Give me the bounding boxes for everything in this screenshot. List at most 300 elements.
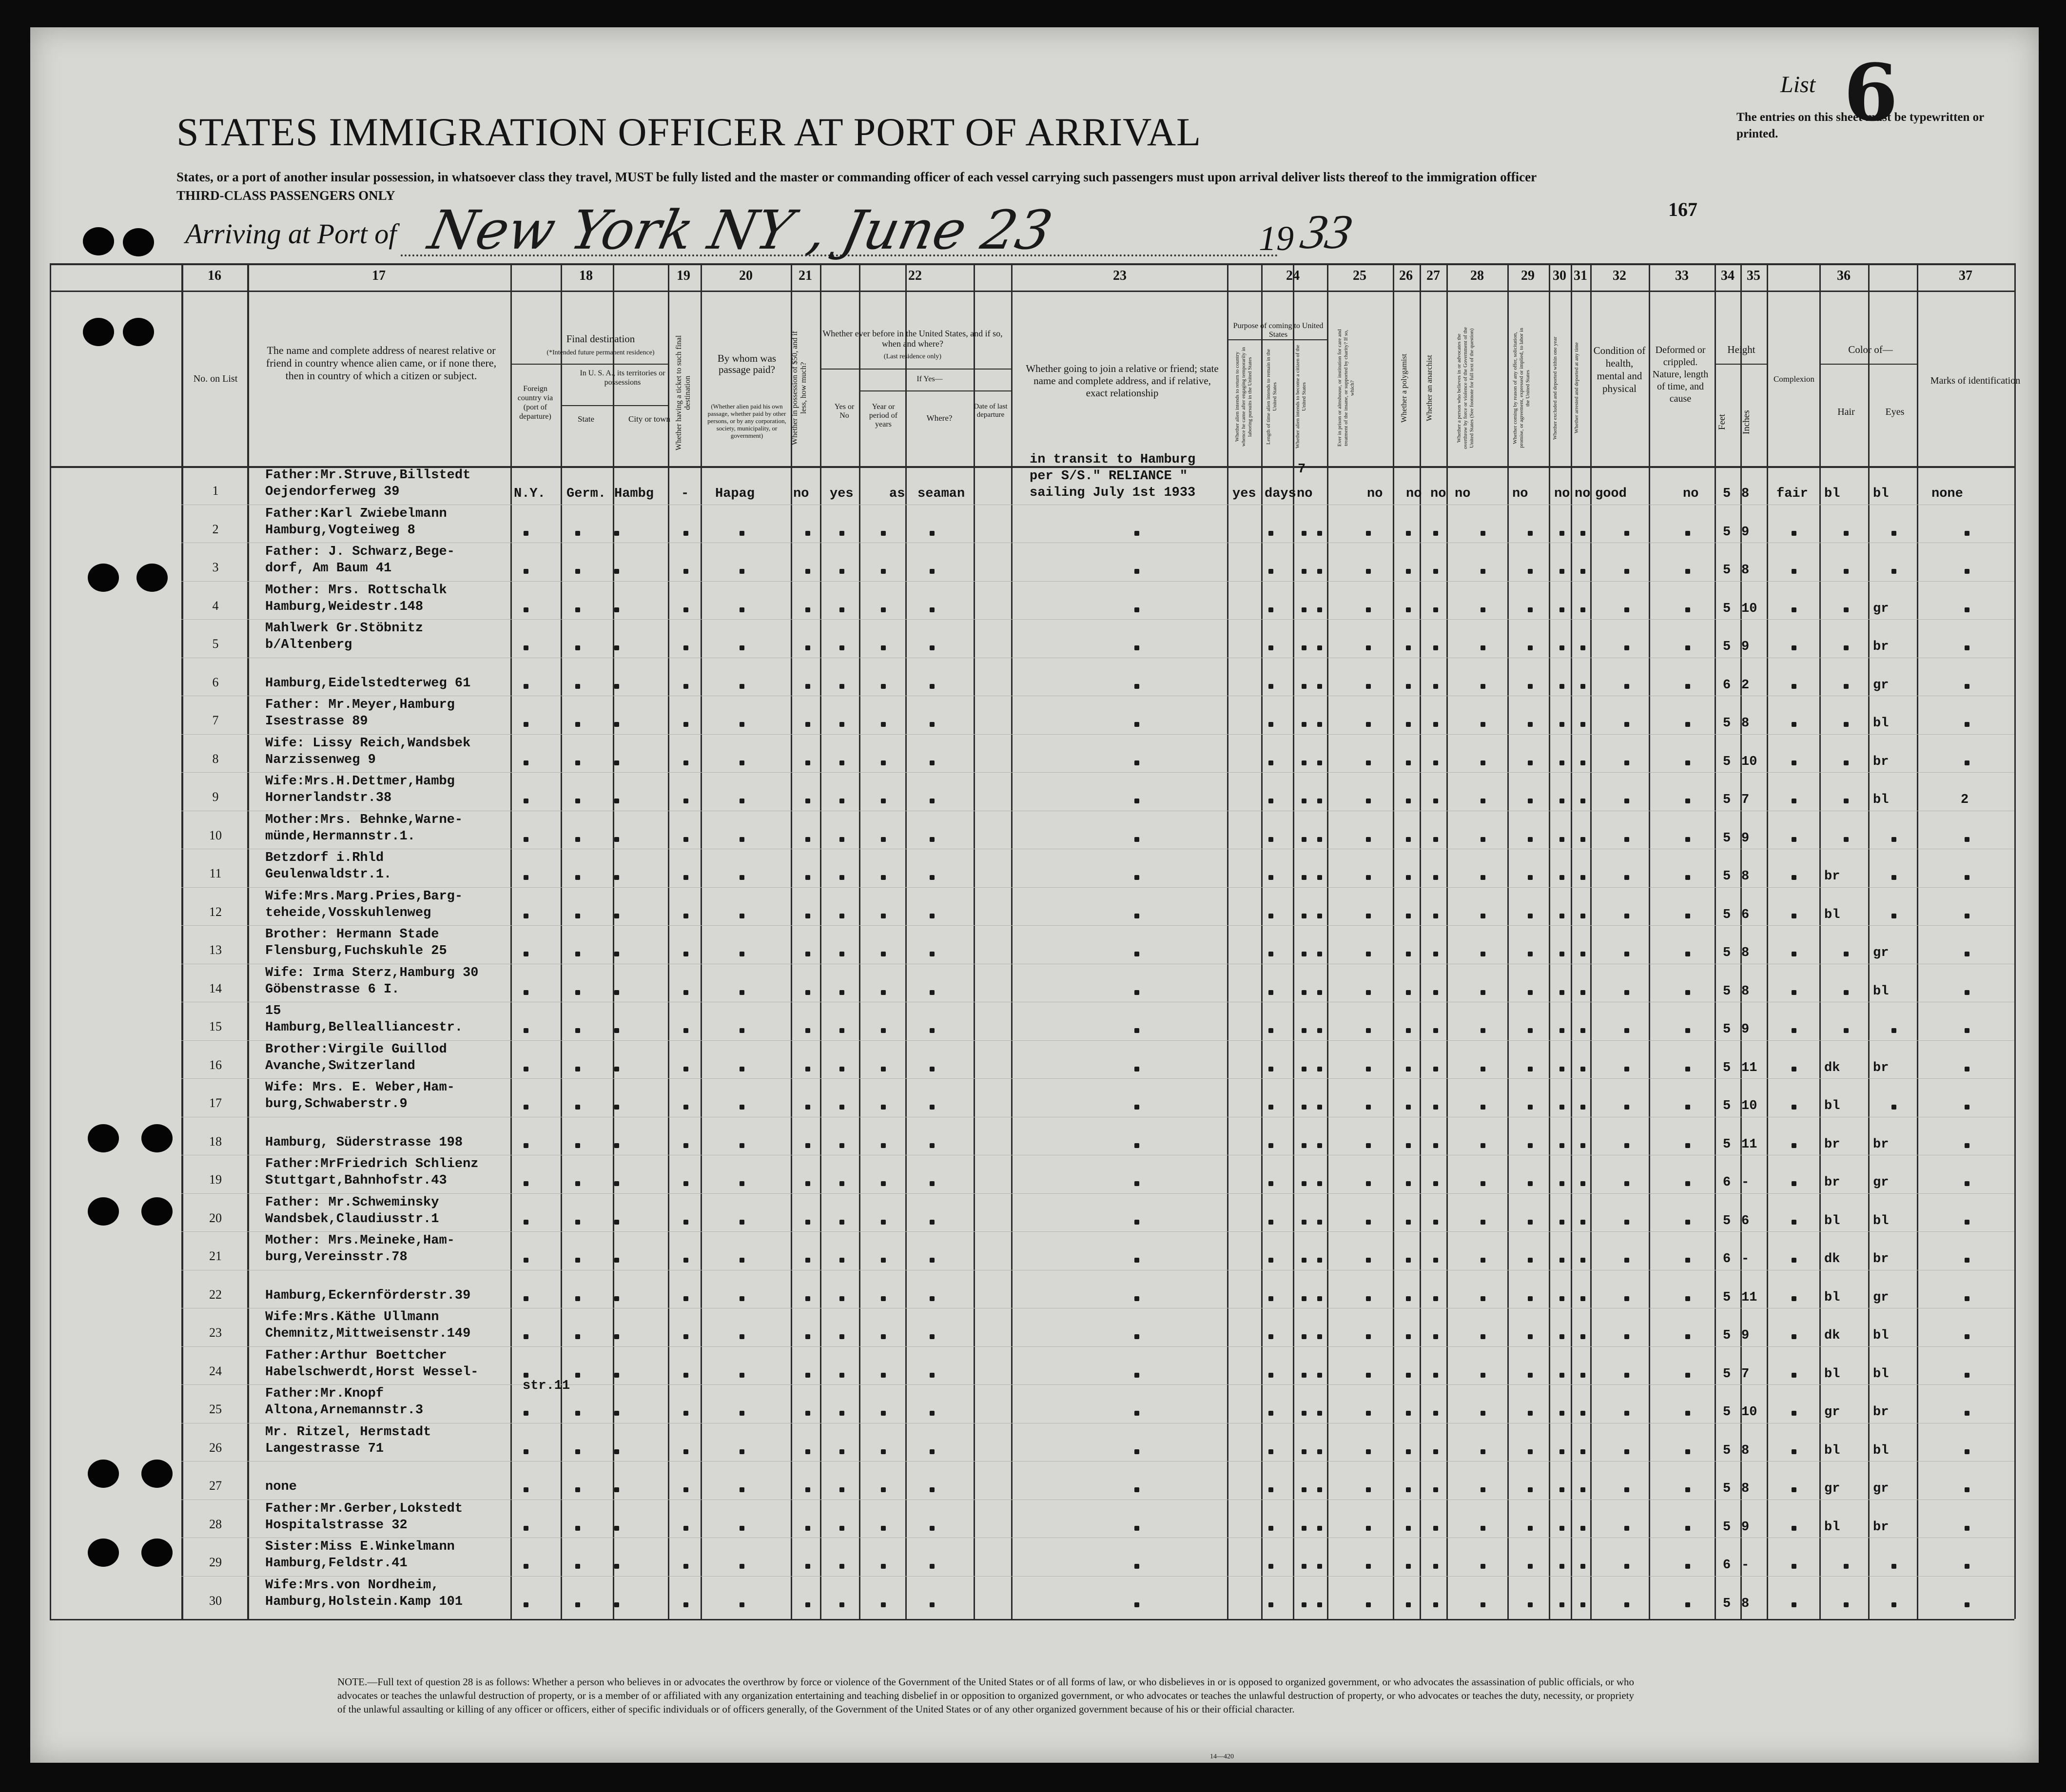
ditto-mark xyxy=(1559,722,1564,727)
grid-line xyxy=(613,263,614,1619)
ditto-mark xyxy=(1792,1067,1796,1071)
grid-line xyxy=(820,263,821,1619)
ditto-mark xyxy=(1624,837,1629,842)
ditto-mark xyxy=(839,1373,844,1378)
grid-line xyxy=(561,405,668,406)
relative-line-1: Wife:Mrs.Marg.Pries,Barg- xyxy=(265,889,463,904)
ditto-mark xyxy=(1302,875,1306,880)
ditto-mark xyxy=(1406,722,1411,727)
ditto-mark xyxy=(1481,1449,1485,1454)
cell-inches: 8 xyxy=(1741,869,1750,884)
row-number: 20 xyxy=(209,1210,222,1225)
cell-inches: 10 xyxy=(1741,754,1757,769)
ditto-mark xyxy=(1624,760,1629,765)
ditto-mark xyxy=(614,1143,619,1148)
ditto-mark xyxy=(881,607,886,612)
ditto-mark xyxy=(1624,607,1629,612)
ditto-mark xyxy=(1559,1028,1564,1033)
ditto-mark xyxy=(1792,1296,1796,1301)
ditto-mark xyxy=(881,1296,886,1301)
ditto-mark xyxy=(930,1373,935,1378)
ditto-mark xyxy=(1134,952,1139,956)
ditto-mark xyxy=(1792,1105,1796,1110)
ditto-mark xyxy=(1580,952,1585,956)
ditto-mark xyxy=(524,1105,528,1110)
ditto-mark xyxy=(1481,531,1485,536)
ditto-mark xyxy=(1685,607,1690,612)
cell-feet: 5 xyxy=(1723,716,1731,731)
ditto-mark xyxy=(614,799,619,803)
ditto-mark xyxy=(1317,1220,1322,1225)
punch-hole xyxy=(88,1124,119,1152)
relative-line-2: Avanche,Switzerland xyxy=(265,1058,415,1073)
ditto-mark xyxy=(1317,1296,1322,1301)
ditto-mark xyxy=(740,1602,744,1607)
row-number: 7 xyxy=(212,713,219,727)
cell-inches: 6 xyxy=(1741,1213,1750,1228)
ditto-mark xyxy=(1366,1602,1371,1607)
relative-line-2: Flensburg,Fuchskuhle 25 xyxy=(265,944,447,958)
column-number: 24 xyxy=(1286,268,1300,283)
row-number: 5 xyxy=(212,637,219,651)
ditto-mark xyxy=(1433,875,1438,880)
ditto-mark xyxy=(740,952,744,956)
ditto-mark xyxy=(805,1296,810,1301)
ditto-mark xyxy=(1792,569,1796,574)
ditto-mark xyxy=(805,1526,810,1531)
cell-polyg: no xyxy=(1406,487,1422,501)
relative-line-2: Hamburg,Feldstr.41 xyxy=(265,1556,408,1571)
ditto-mark xyxy=(1792,1220,1796,1225)
ditto-mark xyxy=(839,875,844,880)
row-separator xyxy=(181,772,2014,773)
ditto-mark xyxy=(1965,1296,1969,1301)
cell-inches: 8 xyxy=(1741,984,1750,999)
row-separator xyxy=(181,887,2014,888)
ditto-mark xyxy=(1433,760,1438,765)
relative-line-1: Father: J. Schwarz,Bege- xyxy=(265,545,455,559)
ditto-mark xyxy=(1302,760,1306,765)
ditto-mark xyxy=(1965,1028,1969,1033)
ditto-mark xyxy=(740,645,744,650)
ditto-mark xyxy=(1580,1258,1585,1263)
ditto-mark xyxy=(1366,1334,1371,1339)
relative-line-1: Father:Karl Zwiebelmann xyxy=(265,506,447,521)
ditto-mark xyxy=(1268,1067,1273,1071)
form-number: 14—420 xyxy=(1210,1753,1234,1760)
cell-feet: 5 xyxy=(1723,1060,1731,1075)
ditto-mark xyxy=(1792,1334,1796,1339)
cell-feet: 5 xyxy=(1723,1366,1731,1382)
ditto-mark xyxy=(1965,1373,1969,1378)
cell-inches: 8 xyxy=(1741,1596,1750,1611)
ditto-mark xyxy=(614,837,619,842)
ditto-mark xyxy=(881,1105,886,1110)
cell-state: Germ. xyxy=(566,487,606,501)
ditto-mark xyxy=(1268,645,1273,650)
ditto-mark xyxy=(1580,531,1585,536)
grid-line xyxy=(1446,263,1448,1619)
ditto-mark xyxy=(1134,1181,1139,1186)
ditto-mark xyxy=(1317,1526,1322,1531)
ditto-mark xyxy=(1317,569,1322,574)
ditto-mark xyxy=(1891,569,1896,574)
ditto-mark xyxy=(614,990,619,995)
ditto-mark xyxy=(1792,1143,1796,1148)
cell-feet: 5 xyxy=(1723,1290,1731,1305)
ditto-mark xyxy=(740,684,744,689)
ditto-mark xyxy=(1528,569,1533,574)
row-number: 22 xyxy=(209,1287,222,1302)
relative-line-2: teheide,Vosskuhlenweg xyxy=(265,905,431,920)
relative-line-1: Mother: Mrs.Meineke,Ham- xyxy=(265,1233,455,1248)
ditto-mark xyxy=(930,799,935,803)
ditto-mark xyxy=(1559,1373,1564,1378)
ditto-mark xyxy=(1685,531,1690,536)
ditto-mark xyxy=(930,1143,935,1148)
grid-line xyxy=(1011,263,1013,1619)
ditto-mark xyxy=(1302,684,1306,689)
ditto-mark xyxy=(1685,722,1690,727)
cell-feet: 5 xyxy=(1723,1213,1731,1228)
ditto-mark xyxy=(1624,1067,1629,1071)
relative-line-1: Wife: Mrs. E. Weber,Ham- xyxy=(265,1080,455,1095)
ditto-mark xyxy=(575,569,580,574)
ditto-mark xyxy=(1792,760,1796,765)
cell-feet: 6 xyxy=(1723,1175,1731,1190)
header-deformed: Deformed or crippled. Nature, length of time, and cause xyxy=(1652,345,1709,404)
ditto-mark xyxy=(1317,1334,1322,1339)
cell-inches: 8 xyxy=(1741,716,1750,731)
ditto-mark xyxy=(1406,952,1411,956)
ditto-mark xyxy=(1433,1373,1438,1378)
ditto-mark xyxy=(1580,1411,1585,1416)
ditto-mark xyxy=(1559,1411,1564,1416)
ditto-mark xyxy=(1528,799,1533,803)
row-number: 18 xyxy=(209,1134,222,1149)
ditto-mark xyxy=(1580,837,1585,842)
column-number: 16 xyxy=(208,268,221,283)
ditto-mark xyxy=(1624,684,1629,689)
ditto-mark xyxy=(1481,1143,1485,1148)
ditto-mark xyxy=(839,1564,844,1569)
ditto-mark xyxy=(805,1411,810,1416)
header-health: Condition of health, mental and physical xyxy=(1593,345,1646,394)
header-purpose: Purpose of coming to United States xyxy=(1233,322,1324,339)
ditto-mark xyxy=(740,799,744,803)
cell-hair: gr xyxy=(1824,1481,1840,1496)
ditto-mark xyxy=(614,1296,619,1301)
ditto-mark xyxy=(1559,1334,1564,1339)
ditto-mark xyxy=(1792,607,1796,612)
ditto-mark xyxy=(1433,1258,1438,1263)
year-prefix: 19 xyxy=(1259,219,1294,258)
relative-line-1: Mother:Mrs. Behnke,Warne- xyxy=(265,812,463,827)
ditto-mark xyxy=(1685,1411,1690,1416)
ditto-mark xyxy=(1366,914,1371,918)
row-number: 27 xyxy=(209,1479,222,1493)
cell-before: yes xyxy=(830,487,854,501)
grid-line xyxy=(1293,263,1294,1619)
ditto-mark xyxy=(524,1334,528,1339)
ditto-mark xyxy=(683,1373,688,1378)
ditto-mark xyxy=(1317,1181,1322,1186)
relative-line-1: Father:Mr.Struve,Billstedt xyxy=(265,468,471,483)
ditto-mark xyxy=(1481,1028,1485,1033)
ditto-mark xyxy=(1624,990,1629,995)
ditto-mark xyxy=(1317,607,1322,612)
ditto-mark xyxy=(805,1258,810,1263)
row-number: 29 xyxy=(209,1555,222,1569)
ditto-mark xyxy=(1891,1028,1896,1033)
row-number: 9 xyxy=(212,790,219,804)
ditto-mark xyxy=(683,645,688,650)
ditto-mark xyxy=(1433,1220,1438,1225)
ditto-mark xyxy=(740,1105,744,1110)
cell-hair: dk xyxy=(1824,1328,1840,1343)
ditto-mark xyxy=(930,531,935,536)
ditto-mark xyxy=(1685,952,1690,956)
ditto-mark xyxy=(1559,1220,1564,1225)
cell-inches: - xyxy=(1741,1558,1750,1573)
ditto-mark xyxy=(881,1181,886,1186)
ditto-mark xyxy=(740,1028,744,1033)
ditto-mark xyxy=(1891,1105,1896,1110)
cell-inches: 9 xyxy=(1741,1328,1750,1343)
punch-hole xyxy=(136,564,168,592)
ditto-mark xyxy=(1317,1028,1322,1033)
ditto-mark xyxy=(1317,837,1322,842)
ditto-mark xyxy=(1559,1258,1564,1263)
ditto-mark xyxy=(1406,1373,1411,1378)
ditto-mark xyxy=(1580,1220,1585,1225)
cell-inches: 7 xyxy=(1741,1366,1750,1382)
ditto-mark xyxy=(1891,837,1896,842)
cell-eyes: bl xyxy=(1873,1213,1889,1228)
ditto-mark xyxy=(930,1526,935,1531)
ditto-mark xyxy=(1580,722,1585,727)
ditto-mark xyxy=(839,1258,844,1263)
ditto-mark xyxy=(1685,1067,1690,1071)
ditto-mark xyxy=(1965,645,1969,650)
row-separator xyxy=(181,1384,2014,1385)
join-relative-line-2: per S/S." RELIANCE " xyxy=(1030,469,1188,484)
ditto-mark xyxy=(1302,1449,1306,1454)
ditto-mark xyxy=(839,914,844,918)
relative-line-2: Chemnitz,Mittweisenstr.149 xyxy=(265,1326,471,1341)
ditto-mark xyxy=(683,569,688,574)
ditto-mark xyxy=(1528,990,1533,995)
ditto-mark xyxy=(881,1526,886,1531)
ditto-mark xyxy=(1433,1334,1438,1339)
header-anarchist: Whether an anarchist xyxy=(1425,355,1434,421)
ditto-mark xyxy=(1559,760,1564,765)
ditto-mark xyxy=(1624,1105,1629,1110)
ditto-mark xyxy=(1302,1028,1306,1033)
ditto-mark xyxy=(1624,875,1629,880)
ditto-mark xyxy=(1844,990,1849,995)
ditto-mark xyxy=(805,1067,810,1071)
ditto-mark xyxy=(1528,1487,1533,1492)
grid-line xyxy=(181,263,183,1619)
header-final-destination-sub: (*Intended future permanent residence) xyxy=(546,349,655,356)
ditto-mark xyxy=(524,1143,528,1148)
ditto-mark xyxy=(1481,1564,1485,1569)
ditto-mark xyxy=(881,569,886,574)
ditto-mark xyxy=(881,1220,886,1225)
ditto-mark xyxy=(1792,990,1796,995)
ditto-mark xyxy=(805,1487,810,1492)
ditto-mark xyxy=(1580,1067,1585,1071)
ditto-mark xyxy=(1406,1067,1411,1071)
row-separator xyxy=(181,1231,2014,1232)
ditto-mark xyxy=(1268,1028,1273,1033)
ditto-mark xyxy=(1965,1487,1969,1492)
ditto-mark xyxy=(1685,760,1690,765)
year-handwriting: 33 xyxy=(1297,205,1357,259)
column-number: 18 xyxy=(579,268,593,283)
ditto-mark xyxy=(805,1564,810,1569)
cell-hair: br xyxy=(1824,869,1840,884)
grid-line xyxy=(50,291,2014,292)
ditto-mark xyxy=(1580,569,1585,574)
ditto-mark xyxy=(839,760,844,765)
ditto-mark xyxy=(1317,952,1322,956)
ditto-mark xyxy=(805,837,810,842)
grid-line xyxy=(1420,263,1421,1619)
punch-hole xyxy=(123,228,154,256)
ditto-mark xyxy=(1624,1296,1629,1301)
ditto-mark xyxy=(881,837,886,842)
ditto-mark xyxy=(1624,1220,1629,1225)
cell-hair: bl xyxy=(1824,487,1840,501)
ditto-mark xyxy=(1134,607,1139,612)
grid-line xyxy=(1715,263,1716,1619)
ditto-mark xyxy=(930,1028,935,1033)
cell-health: good xyxy=(1595,487,1627,501)
ditto-mark xyxy=(1580,1526,1585,1531)
ditto-mark xyxy=(1685,1449,1690,1454)
ditto-mark xyxy=(1134,799,1139,803)
ditto-mark xyxy=(1268,1564,1273,1569)
ditto-mark xyxy=(1302,1143,1306,1148)
cell-feet: 5 xyxy=(1723,1519,1731,1535)
relative-line-1: Father:Mr.Gerber,Lokstedt xyxy=(265,1501,463,1516)
ditto-mark xyxy=(1366,645,1371,650)
ditto-mark xyxy=(1624,569,1629,574)
ditto-mark xyxy=(1792,1028,1796,1033)
class-line: THIRD-CLASS PASSENGERS ONLY xyxy=(176,188,395,203)
ditto-mark xyxy=(1268,607,1273,612)
ditto-mark xyxy=(1685,1564,1690,1569)
cell-inches: 2 xyxy=(1741,678,1750,693)
ditto-mark xyxy=(1366,1411,1371,1416)
ditto-mark xyxy=(839,1411,844,1416)
relative-line-1: Mother: Mrs. Rottschalk xyxy=(265,583,447,598)
ditto-mark xyxy=(930,1487,935,1492)
ditto-mark xyxy=(1792,837,1796,842)
header-money: Whether in possession of $50, and if less, how much? xyxy=(791,329,808,446)
ditto-mark xyxy=(1134,1411,1139,1416)
ditto-mark xyxy=(524,1487,528,1492)
ditto-mark xyxy=(575,1258,580,1263)
ditto-mark xyxy=(1268,684,1273,689)
ditto-mark xyxy=(930,1067,935,1071)
ditto-mark xyxy=(1302,1296,1306,1301)
grid-line xyxy=(50,263,51,1619)
ditto-mark xyxy=(1792,799,1796,803)
ditto-mark xyxy=(839,1296,844,1301)
relative-line-1: Wife: Irma Sterz,Hamburg 30 xyxy=(265,965,479,980)
ditto-mark xyxy=(614,1067,619,1071)
ditto-mark xyxy=(1580,1487,1585,1492)
ditto-mark xyxy=(881,760,886,765)
ditto-mark xyxy=(930,875,935,880)
column-number: 20 xyxy=(739,268,753,283)
ditto-mark xyxy=(1317,875,1322,880)
ditto-mark xyxy=(1624,1028,1629,1033)
cell-eyes: gr xyxy=(1873,1175,1889,1190)
ditto-mark xyxy=(1366,1220,1371,1225)
ditto-mark xyxy=(1433,531,1438,536)
ditto-mark xyxy=(1366,1181,1371,1186)
ditto-mark xyxy=(1965,684,1969,689)
ditto-mark xyxy=(614,875,619,880)
ditto-mark xyxy=(1268,1181,1273,1186)
cell-feet: 5 xyxy=(1723,1443,1731,1458)
ditto-mark xyxy=(524,684,528,689)
ditto-mark xyxy=(1406,1334,1411,1339)
cell-city: Hambg xyxy=(614,487,654,501)
ditto-mark xyxy=(1624,531,1629,536)
ditto-mark xyxy=(1624,1449,1629,1454)
ditto-mark xyxy=(1317,1487,1322,1492)
ditto-mark xyxy=(1406,837,1411,842)
grid-line xyxy=(1227,263,1228,1619)
ditto-mark xyxy=(1406,914,1411,918)
ditto-mark xyxy=(1965,760,1969,765)
ditto-mark xyxy=(1406,1526,1411,1531)
ditto-mark xyxy=(881,1411,886,1416)
cell-feet: 5 xyxy=(1723,946,1731,960)
ditto-mark xyxy=(930,1296,935,1301)
ditto-mark xyxy=(1580,1373,1585,1378)
ditto-mark xyxy=(1134,1143,1139,1148)
ditto-mark xyxy=(614,1373,619,1378)
ditto-mark xyxy=(1134,1602,1139,1607)
cell-c31: no xyxy=(1575,487,1591,501)
ditto-mark xyxy=(839,1526,844,1531)
row-number: 10 xyxy=(209,828,222,842)
ditto-mark xyxy=(1134,1296,1139,1301)
ditto-mark xyxy=(805,684,810,689)
cell-feet: 5 xyxy=(1723,525,1731,540)
column-number: 34 xyxy=(1721,268,1735,283)
ditto-mark xyxy=(805,1028,810,1033)
ditto-mark xyxy=(575,1411,580,1416)
ditto-mark xyxy=(575,531,580,536)
ditto-mark xyxy=(805,722,810,727)
ditto-mark xyxy=(1528,1449,1533,1454)
row-separator xyxy=(181,1193,2014,1194)
ditto-mark xyxy=(1366,990,1371,995)
ditto-mark xyxy=(524,722,528,727)
ditto-mark xyxy=(839,1487,844,1492)
ditto-mark xyxy=(1624,1258,1629,1263)
relative-line-2: Hamburg, Süderstrasse 198 xyxy=(265,1135,463,1150)
ditto-mark xyxy=(740,760,744,765)
ditto-mark xyxy=(1134,645,1139,650)
